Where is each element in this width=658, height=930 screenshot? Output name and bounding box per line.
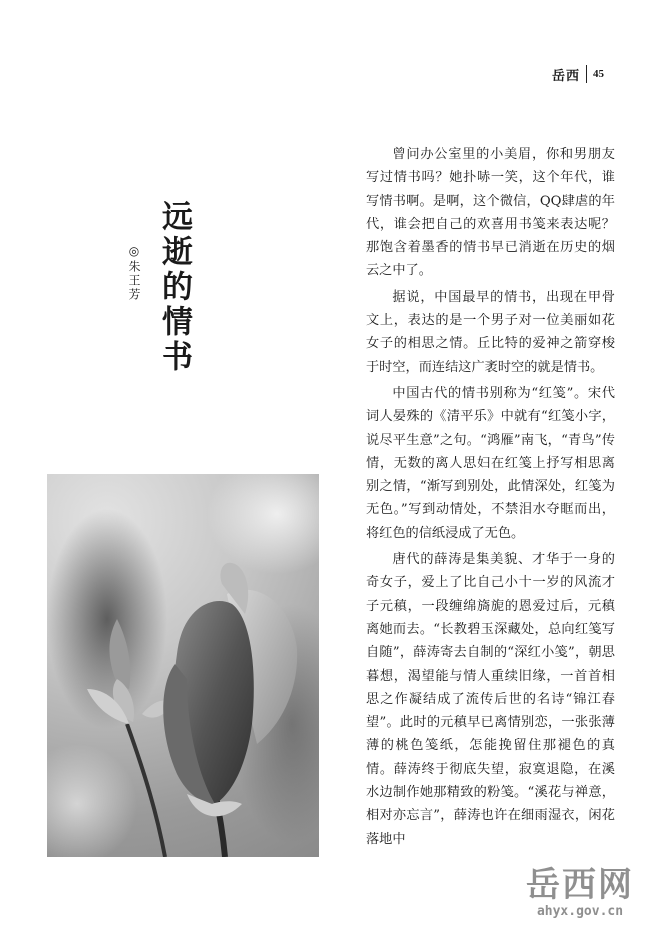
- article-byline: [128, 244, 140, 302]
- body-paragraph: 唐代的薛涛是集美貌、才华于一身的奇女子，爱上了比自己小十一岁的风流才子元稹，一段缠绵旖旎的恩爱过后，元稹离她而去。“长教碧玉深藏处，总向红笺写自随”，薛涛寄去自制的“深红小笺”，朝思暮想，渴望能与情人重续旧缘，一首首相思之作凝结成了流传后世的名诗“锦江春望”。此时的元稹早已离情别恋，一张张薄薄的桃色笺纸，怎能挽留住那褪色的真情。薛涛终于彻底失望，寂寞退隐，在溪水边制作她那精致的粉笺。“溪花与禅意，相对亦忘言”，薛涛也许在细雨湿衣，闲花落地中: [366, 552, 615, 847]
- article-body: [366, 143, 615, 854]
- watermark-url: ahyx.gov.cn: [536, 904, 624, 919]
- magnolia-photo: [47, 474, 319, 857]
- running-header: [552, 64, 604, 84]
- page-number: 45: [593, 68, 604, 80]
- header-divider: [586, 65, 587, 83]
- body-paragraph: 据说，中国最早的情书，出现在甲骨文上，表达的是一个男子对一位美丽如花女子的相思之情。丘比特的爱神之箭穿梭于时空，而连结这广袤时空的就是情书。: [366, 289, 615, 375]
- magazine-brand: 岳西: [551, 68, 580, 84]
- body-paragraph: 中国古代的情书别称为“红笺”。宋代词人晏殊的《清平乐》中就有“红笺小字，说尽平生意”之句。“鸿雁”南飞，“青鸟”传情，无数的离人思妇在红笺上抒写相思离别之情，“渐写到别处，此情深处，红笺为无色。”写到动情处，不禁泪水夺眶而出，将红色的信纸浸成了无色。: [366, 385, 615, 541]
- site-watermark: [516, 866, 644, 920]
- byline-mark: ◎: [127, 244, 141, 260]
- author-name: 朱王芳: [127, 260, 141, 302]
- body-paragraph: 曾问办公室里的小美眉，你和男朋友写过情书吗？她扑哧一笑，这个年代，谁写情书啊。是啊，这个微信，QQ肆虐的年代，谁会把自己的欢喜用书笺来表达呢？那饱含着墨香的情书早已消逝在历史的烟云之中了。: [366, 147, 615, 279]
- magnolia-illustration: [47, 474, 319, 857]
- watermark-logo-text: 岳西网: [526, 865, 634, 905]
- article-title: 远逝的情书: [156, 200, 192, 375]
